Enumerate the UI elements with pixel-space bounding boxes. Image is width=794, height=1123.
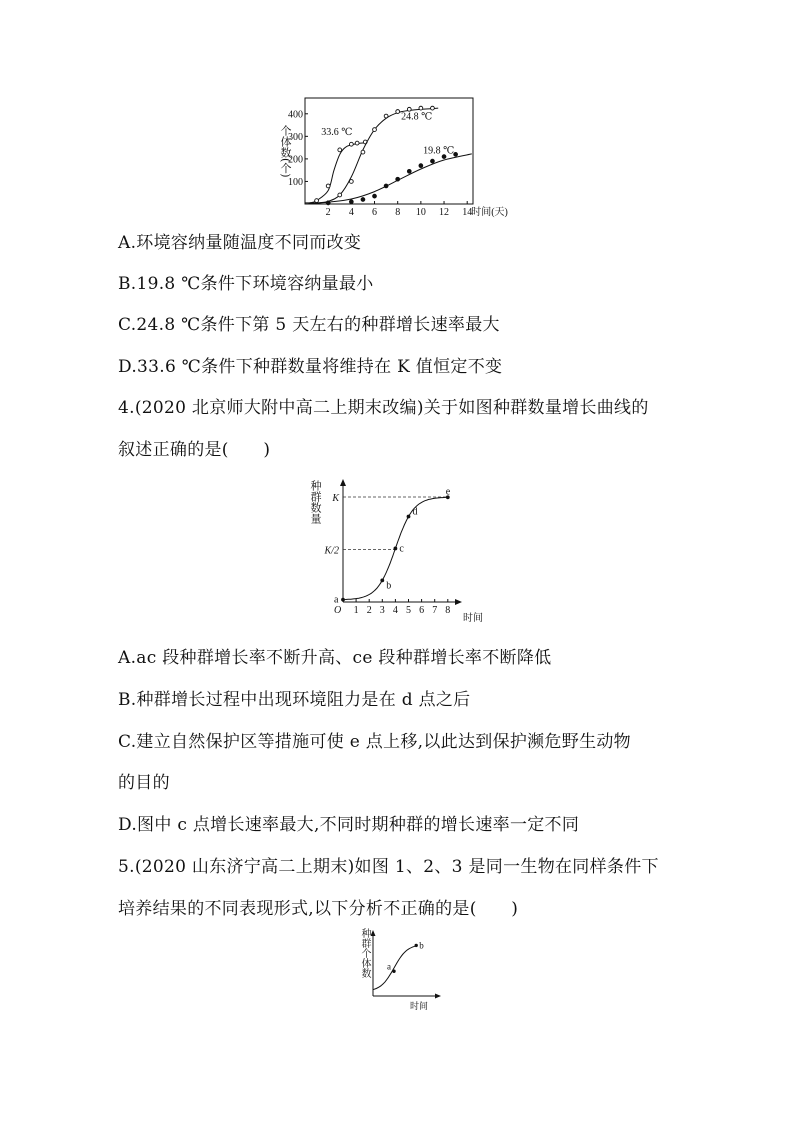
- point-label-a: a: [334, 594, 339, 606]
- point-label-d: d: [412, 506, 418, 518]
- figure3-chart: [355, 926, 445, 1016]
- q4-option-d: D.图中 c 点增长速率最大,不同时期种群的增长速率一定不同: [118, 815, 580, 835]
- q4-stem-line1: 4.(2020 北京师大附中高二上期末改编)关于如图种群数量增长曲线的: [118, 398, 649, 418]
- q3-option-d: D.33.6 ℃条件下种群数量将维持在 K 值恒定不变: [118, 357, 503, 377]
- y-tick-label: 400: [288, 109, 303, 121]
- point-a: [341, 598, 345, 602]
- x-axis-arrow: [435, 994, 441, 999]
- figure2-chart: [305, 478, 495, 633]
- x-tick-label: 2: [366, 605, 372, 616]
- y-axis-arrow: [340, 479, 346, 486]
- data-point: [349, 200, 353, 204]
- x-tick-label: 6: [419, 605, 425, 616]
- data-point: [361, 198, 365, 202]
- x-tick-label: 5: [406, 605, 411, 616]
- point-c: [394, 547, 398, 551]
- point-a: [392, 970, 395, 973]
- data-point: [349, 142, 353, 146]
- y-tick-label: 200: [288, 154, 303, 166]
- x-tick-label: 8: [395, 207, 401, 218]
- data-point: [361, 150, 365, 154]
- q4-option-a: A.ac 段种群增长率不断升高、ce 段种群增长率不断降低: [118, 648, 552, 668]
- y-tick-label: 300: [288, 131, 303, 143]
- figure1-ylabel: 个体数(个): [279, 125, 292, 178]
- figure-temperature-growth: [280, 95, 520, 220]
- data-point: [338, 148, 342, 152]
- q5-stem-line2: 培养结果的不同表现形式,以下分析不正确的是( ): [118, 899, 519, 919]
- data-point: [384, 114, 388, 118]
- point-label-b: b: [386, 580, 392, 592]
- x-tick-label: 2: [325, 207, 331, 218]
- series-label-24-8: 24.8 ℃: [401, 111, 433, 123]
- figure-small-curve: [355, 926, 445, 1016]
- y-label-khalf: K/2: [324, 545, 339, 557]
- point-b: [380, 578, 384, 582]
- x-tick-label: 3: [379, 605, 385, 616]
- data-point: [373, 194, 377, 198]
- data-point: [384, 184, 388, 188]
- data-point: [326, 184, 330, 188]
- data-point: [349, 180, 353, 184]
- figure-s-curve: [305, 478, 495, 633]
- data-point: [338, 193, 342, 197]
- data-point: [315, 199, 319, 203]
- point-label-a: a: [387, 961, 391, 972]
- x-axis-label: 时间(天): [471, 207, 508, 218]
- data-point: [419, 106, 423, 110]
- x-tick-label: 4: [392, 605, 398, 616]
- data-point: [407, 169, 411, 173]
- q3-option-a: A.环境容纳量随温度不同而改变: [118, 233, 362, 253]
- x-tick-label: 7: [432, 605, 438, 616]
- q4-option-b: B.种群增长过程中出现环境阻力是在 d 点之后: [118, 690, 471, 710]
- data-point: [396, 177, 400, 181]
- data-point: [396, 110, 400, 114]
- x-tick-label: 6: [372, 207, 378, 218]
- data-point: [431, 159, 435, 163]
- data-point: [355, 141, 359, 145]
- x-tick-label: 10: [415, 207, 426, 218]
- point-b: [415, 944, 418, 947]
- series-line-2: [311, 154, 472, 204]
- growth-curve: [373, 946, 415, 990]
- point-label-c: c: [399, 543, 404, 555]
- x-axis-arrow: [455, 599, 462, 605]
- series-label-33-6: 33.6 ℃: [321, 127, 353, 139]
- x-axis-label: 时间: [410, 1001, 429, 1011]
- point-label-b: b: [419, 940, 424, 951]
- x-tick-label: 4: [348, 207, 354, 218]
- x-axis-label: 时间: [463, 613, 483, 624]
- figure3-ylabel: 种群个体数: [359, 928, 370, 978]
- y-tick-label: 100: [288, 176, 303, 188]
- series-label-19-8: 19.8 ℃: [423, 145, 455, 157]
- point-label-e: e: [445, 486, 451, 498]
- y-axis-arrow: [371, 930, 376, 936]
- q3-option-b: B.19.8 ℃条件下环境容纳量最小: [118, 274, 374, 294]
- q4-stem-line2: 叙述正确的是( ): [118, 440, 271, 460]
- data-point: [326, 201, 330, 205]
- x-tick-label: 14: [462, 207, 473, 218]
- q5-stem-line1: 5.(2020 山东济宁高二上期末)如图 1、2、3 是同一生物在同样条件下: [118, 857, 659, 877]
- q3-option-c: C.24.8 ℃条件下第 5 天左右的种群增长速率最大: [118, 315, 500, 335]
- figure1-chart: [280, 95, 520, 220]
- y-label-k: K: [332, 493, 339, 504]
- origin-label: O: [334, 605, 342, 616]
- q4-option-c-line1: C.建立自然保护区等措施可使 e 点上移,以此达到保护濒危野生动物: [118, 732, 631, 752]
- x-tick-label: 12: [439, 207, 450, 218]
- x-tick-label: 8: [445, 605, 451, 616]
- point-d: [407, 515, 411, 519]
- figure2-ylabel: 种群数量: [309, 480, 322, 524]
- data-point: [373, 128, 377, 132]
- q4-option-c-line2: 的目的: [118, 773, 170, 793]
- series-line-0: [305, 143, 365, 203]
- data-point: [419, 164, 423, 168]
- data-point: [431, 106, 435, 110]
- x-tick-label: 1: [353, 605, 359, 616]
